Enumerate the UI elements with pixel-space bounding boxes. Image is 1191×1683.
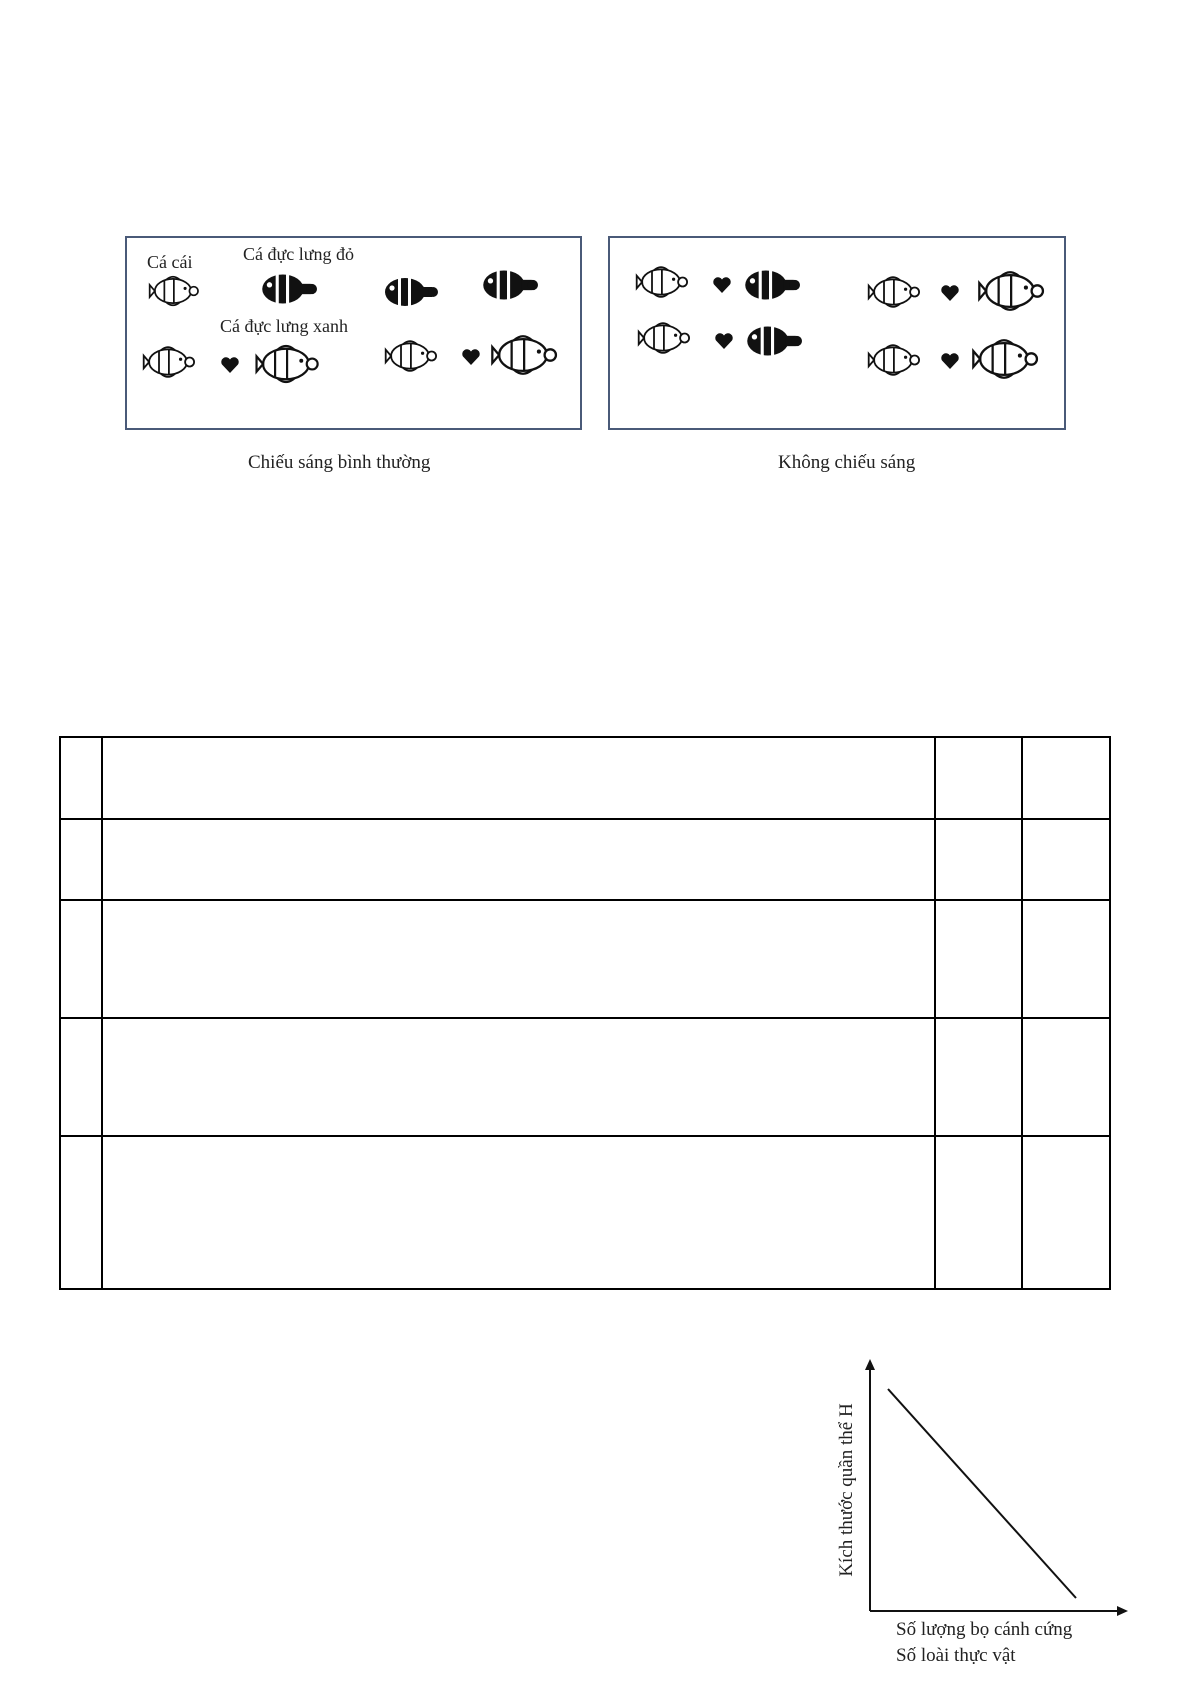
row-number-cell xyxy=(60,900,102,1018)
table-row xyxy=(60,737,1110,819)
row-number-cell xyxy=(60,737,102,819)
table-row xyxy=(60,1018,1110,1136)
label-red-back-male: Cá đực lưng đỏ xyxy=(243,244,354,264)
true-false-table xyxy=(59,736,1111,1290)
normal-light-panel xyxy=(125,236,582,430)
statement-cell xyxy=(102,819,935,900)
heart-icon xyxy=(940,284,960,302)
answer-cell-b[interactable] xyxy=(1022,737,1110,819)
answer-cell-b[interactable] xyxy=(1022,819,1110,900)
female-fish-icon xyxy=(634,262,688,302)
female-fish-icon xyxy=(147,272,199,310)
blue-male-fish-icon xyxy=(974,266,1046,316)
heart-icon xyxy=(461,348,481,366)
statement-cell xyxy=(102,737,935,819)
x-axis-label-line2: Số loài thực vật xyxy=(896,1645,1016,1666)
population-graph xyxy=(840,1355,1140,1625)
answer-cell-b[interactable] xyxy=(1022,1136,1110,1289)
y-axis-arrow-icon xyxy=(865,1359,875,1370)
label-blue-back-male: Cá đực lưng xanh xyxy=(220,316,348,336)
female-fish-icon xyxy=(636,318,690,358)
female-fish-icon xyxy=(141,342,195,382)
table-row xyxy=(60,900,1110,1018)
statement-cell xyxy=(102,900,935,1018)
answer-cell-a[interactable] xyxy=(935,737,1022,819)
x-axis-arrow-icon xyxy=(1117,1606,1128,1616)
row-number-cell xyxy=(60,1018,102,1136)
heart-icon xyxy=(712,276,732,294)
heart-icon xyxy=(940,352,960,370)
caption-no-light: Không chiếu sáng xyxy=(778,452,916,473)
blue-male-fish-icon xyxy=(251,340,321,388)
blue-male-fish-icon xyxy=(968,334,1040,384)
heart-icon xyxy=(220,356,240,374)
x-axis-label-line1: Số lượng bọ cánh cứng xyxy=(896,1619,1073,1640)
answer-cell-b[interactable] xyxy=(1022,900,1110,1018)
blue-male-fish-icon xyxy=(487,330,559,380)
answer-cell-b[interactable] xyxy=(1022,1018,1110,1136)
no-light-panel xyxy=(608,236,1066,430)
red-male-fish-icon xyxy=(740,318,802,364)
table-row xyxy=(60,819,1110,900)
female-fish-icon xyxy=(383,336,437,376)
answer-cell-a[interactable] xyxy=(935,1018,1022,1136)
red-male-fish-icon xyxy=(378,270,438,314)
answer-cell-a[interactable] xyxy=(935,819,1022,900)
red-male-fish-icon xyxy=(255,266,317,312)
row-number-cell xyxy=(60,1136,102,1289)
female-fish-icon xyxy=(866,272,920,312)
table-row xyxy=(60,1136,1110,1289)
row-number-cell xyxy=(60,819,102,900)
statement-cell xyxy=(102,1018,935,1136)
red-male-fish-icon xyxy=(476,262,538,308)
answer-cell-a[interactable] xyxy=(935,1136,1022,1289)
answer-cell-a[interactable] xyxy=(935,900,1022,1018)
caption-normal-light: Chiếu sáng bình thường xyxy=(248,452,431,473)
statement-cell xyxy=(102,1136,935,1289)
red-male-fish-icon xyxy=(738,262,800,308)
y-axis-label: Kích thước quần thể H xyxy=(836,1403,857,1577)
heart-icon xyxy=(714,332,734,350)
label-female-fish: Cá cái xyxy=(147,252,193,272)
trend-line xyxy=(888,1389,1076,1598)
female-fish-icon xyxy=(866,340,920,380)
